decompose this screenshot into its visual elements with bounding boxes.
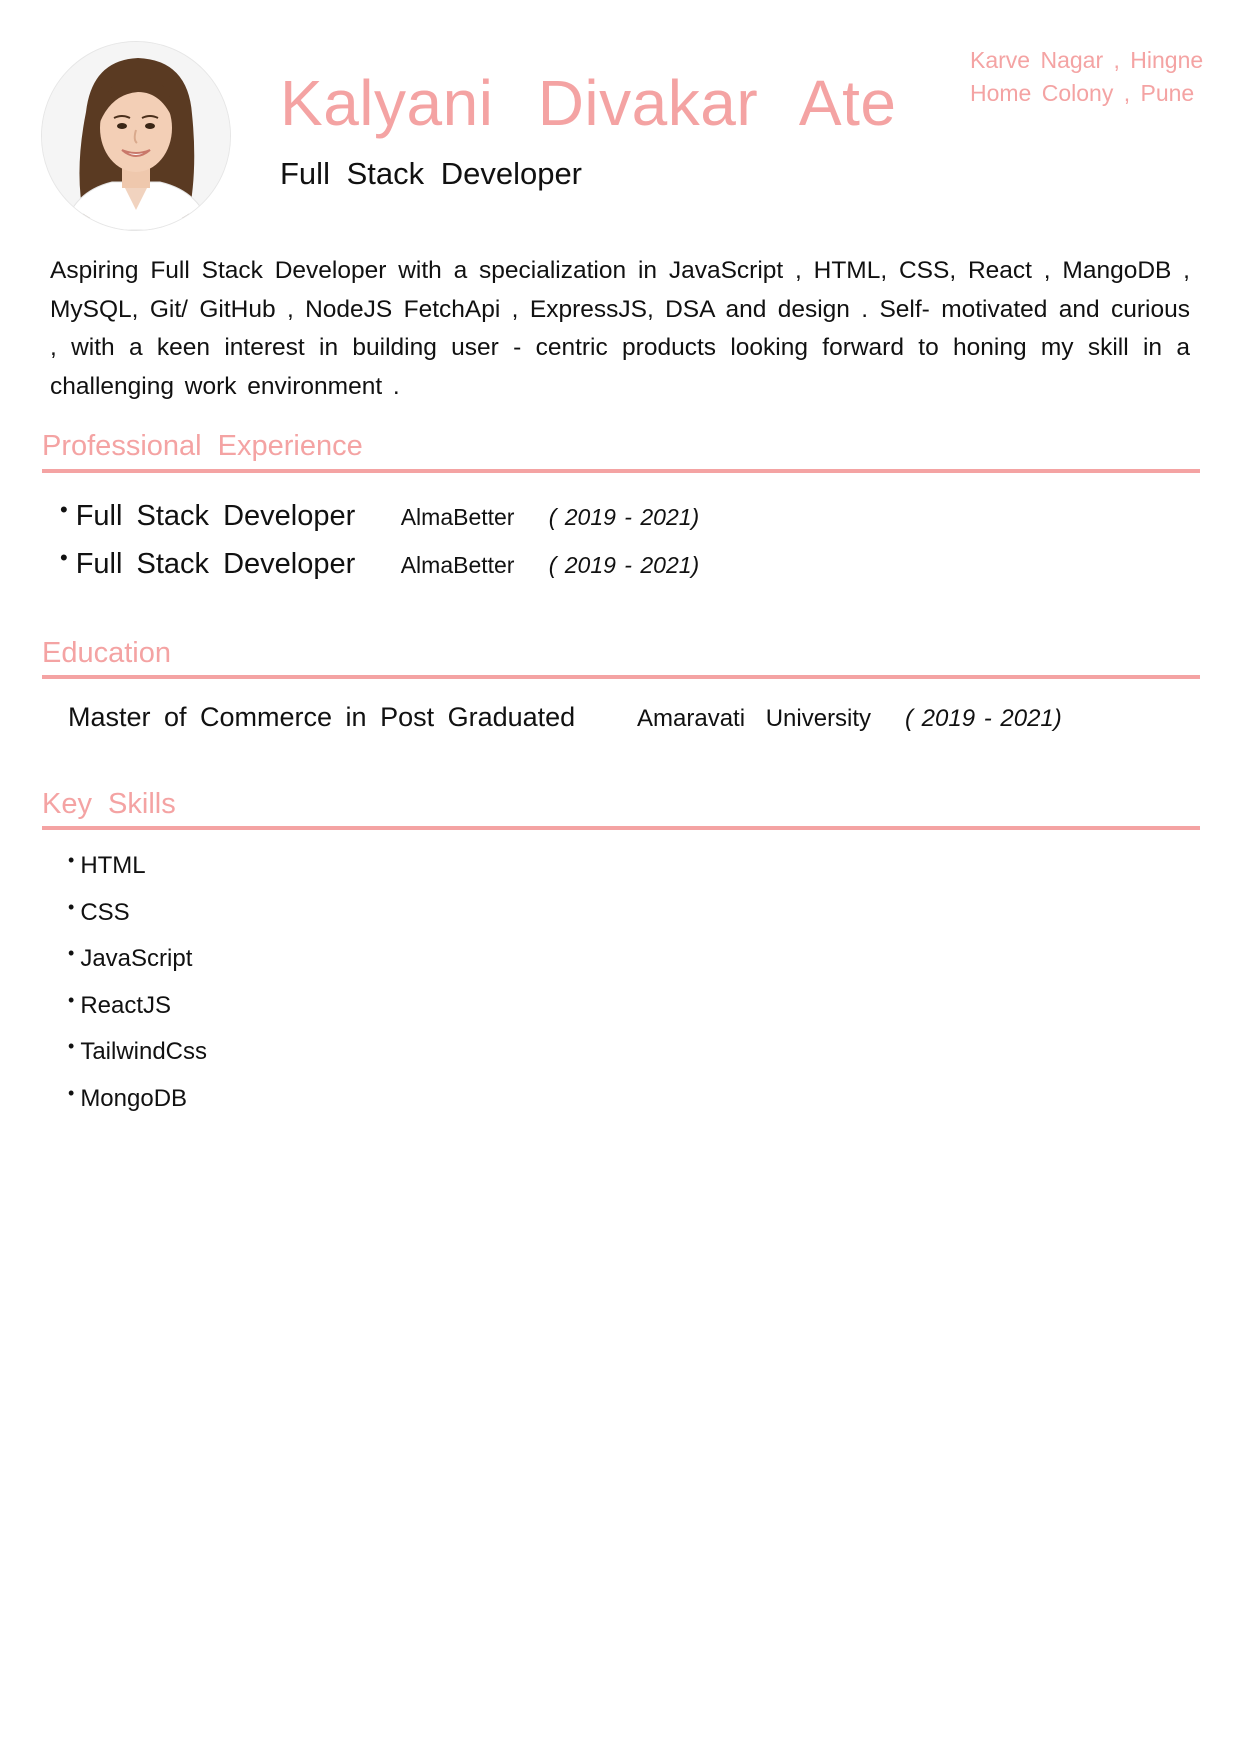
skill-label: TailwindCss <box>80 1038 208 1065</box>
experience-role: Full Stack Developer <box>75 500 356 532</box>
skill-item <box>68 1038 207 1085</box>
skill-label: ReactJS <box>80 991 172 1019</box>
skill-item <box>68 896 207 946</box>
candidate-role: Full Stack Developer <box>280 156 583 191</box>
education-school: Amaravati University <box>637 705 872 732</box>
experience-dates: ( 2019 - 2021) <box>548 552 700 578</box>
section-title-skills: Key Skills <box>42 788 176 820</box>
experience-company: AlmaBetter <box>400 552 515 578</box>
skill-item <box>68 989 207 1039</box>
address <box>970 44 1203 110</box>
bullet-icon: • <box>68 896 75 917</box>
section-divider-skills <box>42 826 1200 830</box>
skills-list <box>68 852 207 1131</box>
bullet-icon: • <box>60 497 68 522</box>
section-divider-education <box>42 675 1200 679</box>
skill-item <box>68 945 207 992</box>
education-dates: ( 2019 - 2021) <box>905 705 1062 732</box>
experience-dates: ( 2019 - 2021) <box>548 504 700 530</box>
section-title-experience: Professional Experience <box>42 430 363 462</box>
skill-label: MongoDB <box>80 1084 188 1112</box>
section-title-education: Education <box>42 637 171 669</box>
experience-item <box>60 545 700 581</box>
profile-summary: Aspiring Full Stack Developer with a specialization in JavaScript , HTML, CSS, React , MangoDB , MySQL, Git/ GitHub , NodeJS FetchApi , ExpressJS, DSA and design . Self- motivated and curious , with a keen interest in building user - centric products looking forward to honing my skill in a challenging work environment . <box>50 257 1190 400</box>
profile-photo <box>41 41 231 231</box>
skill-label: JavaScript <box>80 945 193 972</box>
bullet-icon: • <box>68 989 75 1010</box>
bullet-icon: • <box>68 1082 75 1103</box>
address-line-1: Karve Nagar , Hingne <box>970 47 1204 73</box>
bullet-icon: • <box>68 850 75 870</box>
skill-item <box>68 1082 207 1132</box>
education-degree: Master of Commerce in Post Graduated <box>68 702 576 732</box>
profile-photo-illustration <box>42 42 230 230</box>
experience-company: AlmaBetter <box>400 504 515 530</box>
bullet-icon: • <box>60 545 68 570</box>
skill-label: CSS <box>80 898 130 926</box>
bullet-icon: • <box>68 1036 75 1056</box>
skill-item <box>68 852 207 899</box>
section-divider-experience <box>42 469 1200 473</box>
address-line-2: Home Colony , Pune <box>970 80 1195 106</box>
experience-role: Full Stack Developer <box>75 548 356 580</box>
skill-label: HTML <box>80 852 146 879</box>
experience-item <box>60 497 700 533</box>
bullet-icon: • <box>68 943 75 963</box>
education-item <box>68 702 1062 733</box>
candidate-name: Kalyani Divakar Ate <box>280 67 897 139</box>
